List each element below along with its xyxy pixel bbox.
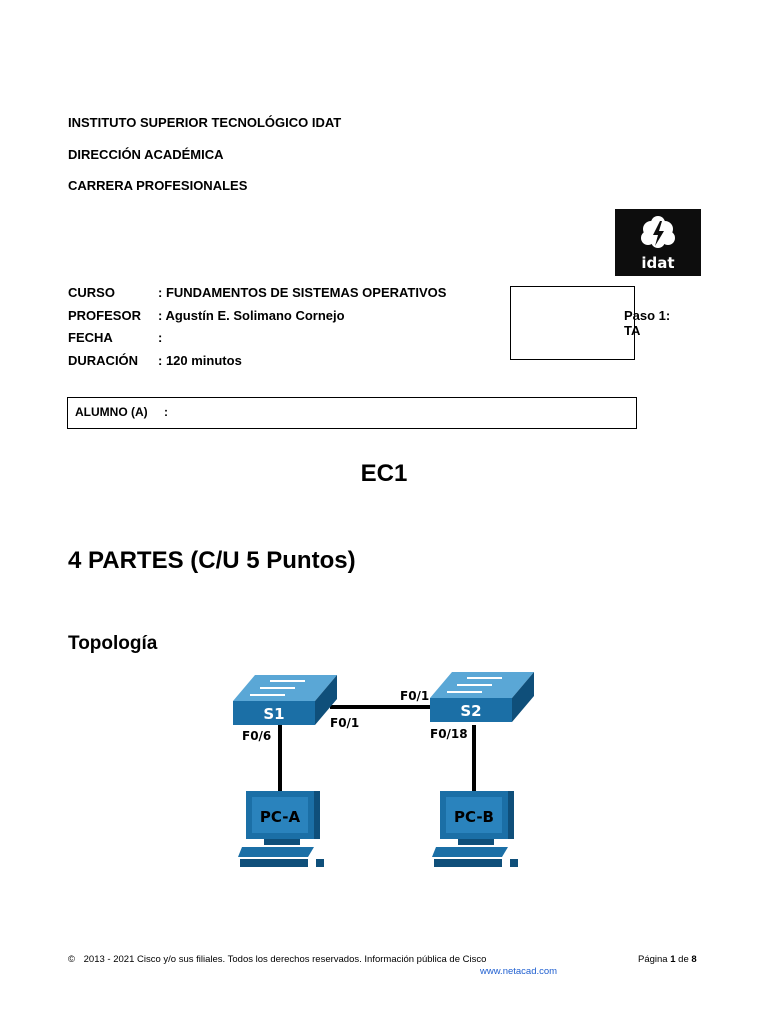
fecha-value: : (158, 330, 163, 345)
switch-s2 (430, 672, 534, 722)
copyright-line (68, 954, 486, 965)
profesor-value: : Agustín E. Solimano Cornejo (158, 308, 345, 323)
grade-box (510, 286, 635, 360)
curso-label: CURSO (68, 285, 115, 300)
page-number (638, 954, 697, 965)
page-prefix: Página (638, 954, 671, 965)
s1-label: S1 (263, 705, 285, 723)
page-mid: de (675, 954, 692, 965)
exam-title: EC1 (360, 460, 408, 487)
pc-b-label: PC-B (453, 808, 495, 826)
switch-s1 (233, 675, 337, 725)
duracion-value: : 120 minutos (158, 353, 242, 368)
pc-b (432, 791, 518, 867)
logo-text: idat (641, 254, 675, 272)
academic-direction: DIRECCIÓN ACADÉMICA (68, 147, 224, 162)
student-name-field[interactable] (67, 397, 637, 429)
parts-heading: 4 PARTES (C/U 5 Puntos) (68, 547, 356, 574)
institute-name: INSTITUTO SUPERIOR TECNOLÓGICO IDAT (68, 115, 342, 130)
s1-uplink-port: F0/1 (330, 716, 360, 730)
topology-diagram (230, 665, 550, 875)
profesor-label: PROFESOR (68, 308, 141, 323)
alumno-label: ALUMNO (A) (75, 405, 148, 419)
s1-pc-port: F0/6 (242, 729, 272, 743)
copyright-symbol: © (68, 954, 75, 965)
alumno-colon: : (164, 405, 168, 419)
brain-bolt-icon (615, 209, 701, 254)
topology-heading: Topología (68, 633, 158, 654)
netacad-link[interactable]: www.netacad.com (480, 966, 558, 977)
page-total: 8 (691, 954, 697, 965)
idat-logo (615, 209, 701, 276)
paso-line2: TA (624, 323, 641, 338)
fecha-label: FECHA (68, 330, 113, 345)
s2-uplink-port: F0/1 (400, 689, 430, 703)
duracion-label: DURACIÓN (68, 353, 139, 368)
pc-a (238, 791, 324, 867)
paso-line1: Paso 1: (624, 308, 671, 323)
s2-pc-port: F0/18 (430, 727, 468, 741)
pc-a-label: PC-A (259, 808, 301, 826)
copyright-text: 2013 - 2021 Cisco y/o sus filiales. Todos los derechos reservados. Información pública de Cisco (83, 954, 487, 965)
s2-label: S2 (460, 702, 482, 720)
career-label: CARRERA PROFESIONALES (68, 178, 248, 193)
paso-label (624, 308, 670, 338)
page-current: 1 (670, 954, 676, 965)
curso-value: : FUNDAMENTOS DE SISTEMAS OPERATIVOS (158, 285, 447, 300)
